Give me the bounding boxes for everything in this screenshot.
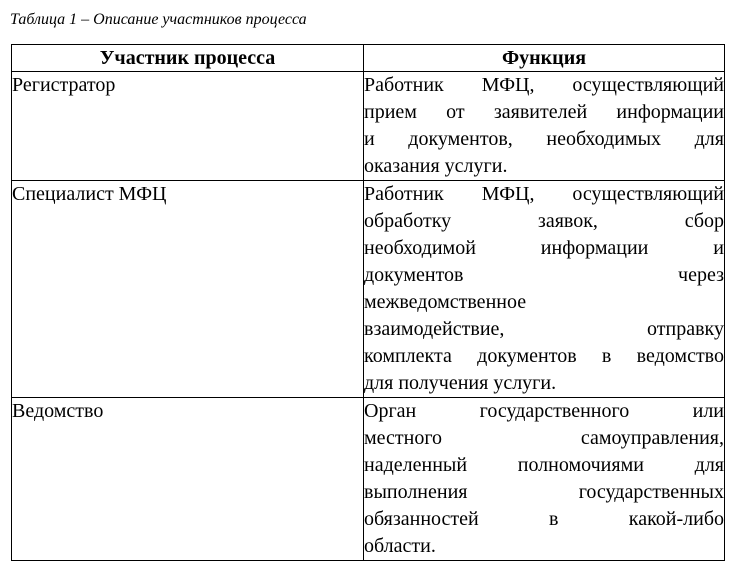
function-cell (364, 72, 725, 181)
function-text-line: комплекта документов в ведомство (364, 345, 724, 367)
table-header-row (12, 45, 725, 72)
column-header-function: Функция (364, 45, 725, 72)
function-text-line: выполнения государственных (364, 481, 724, 503)
function-text-line: для получения услуги. (364, 372, 557, 394)
function-text-line: обработку заявок, сбор (364, 210, 724, 232)
table-caption: Таблица 1 – Описание участников процесса (10, 11, 307, 28)
table-row (12, 72, 725, 181)
function-text-line: области. (364, 535, 436, 557)
function-cell (364, 398, 725, 561)
function-cell (364, 181, 725, 398)
function-text-line: наделенный полномочиями для (364, 454, 724, 476)
participant-cell: Специалист МФЦ (12, 181, 364, 398)
function-text-line: прием от заявителей информации (364, 101, 724, 123)
function-text-line: местного самоуправления, (364, 427, 724, 449)
function-text-line: и документов, необходимых для (364, 128, 724, 150)
function-text-line: обязанностей в какой-либо (364, 508, 724, 530)
function-text-line: оказания услуги. (364, 155, 508, 177)
participant-cell: Ведомство (12, 398, 364, 561)
table-row (12, 181, 725, 398)
function-text-line: Работник МФЦ, осуществляющий (364, 183, 724, 205)
function-text-line: документов через (364, 264, 724, 286)
function-text-line: необходимой информации и (364, 237, 724, 259)
function-text-line: Орган государственного или (364, 400, 724, 422)
function-text-line: межведомственное (364, 291, 527, 313)
function-text-line: Работник МФЦ, осуществляющий (364, 74, 724, 96)
participants-table (11, 44, 725, 561)
table-row (12, 398, 725, 561)
participant-cell: Регистратор (12, 72, 364, 181)
column-header-participant: Участник процесса (12, 45, 364, 72)
function-text-line: взаимодействие, отправку (364, 318, 724, 340)
